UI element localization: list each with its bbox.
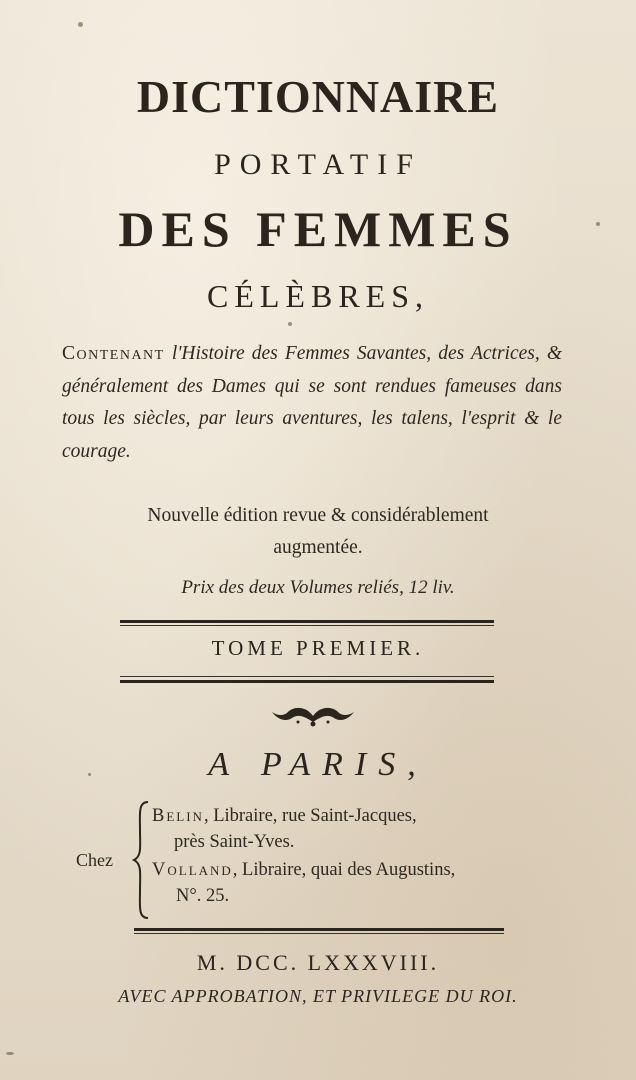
fleuron-ornament-icon [268, 702, 358, 728]
title-line-3: DES FEMMES [118, 201, 518, 257]
rule-footer [134, 928, 504, 931]
publisher-1-line-2: près Saint-Yves. [174, 832, 295, 852]
publisher-1-line-1 [152, 806, 417, 827]
title-line-2: PORTATIF [214, 148, 422, 181]
ink-spot [78, 22, 83, 27]
publisher-1-address: , Libraire, rue Saint-Jacques, [203, 806, 417, 826]
ink-spot [6, 1052, 14, 1055]
publisher-2-line-2: N°. 25. [176, 886, 230, 906]
rule-footer-thin [134, 933, 504, 934]
place-of-publication: A PARIS, [208, 746, 428, 783]
publisher-chez: Chez [76, 850, 113, 870]
volume-label: TOME PREMIER. [211, 636, 425, 660]
publication-year: M. DCC. LXXXVIII. [196, 950, 440, 975]
publisher-2-line-1 [152, 860, 455, 881]
ink-spot [288, 322, 292, 326]
description-lead: Contenant [62, 343, 165, 364]
title-line-1: DICTIONNAIRE [136, 71, 500, 122]
edition-line-1: Nouvelle édition revue & considérablement [147, 505, 489, 526]
publisher-2-name: Volland [152, 860, 233, 880]
description-text: l'Histoire des Femmes Savantes, des Actrices, & généralement des Dames qui se sont rendues fameuses dans tous les siècles, par leurs aventures, les talens, l'esprit & le courage. [62, 343, 562, 462]
title-line-4: CÉLÈBRES, [206, 278, 429, 314]
rule-top [120, 620, 494, 623]
edition-line-2: augmentée. [273, 537, 363, 558]
brace-icon [132, 800, 150, 920]
rule-bottom-thin [120, 676, 494, 677]
publisher-1-name: Belin [152, 806, 204, 826]
publisher-2-address: , Libraire, quai des Augustins, [232, 860, 456, 880]
rule-top-thin [120, 625, 494, 626]
approbation-line: AVEC APPROBATION, ET PRIVILEGE DU ROI. [118, 986, 518, 1006]
rule-bottom [120, 680, 494, 683]
price-line: Prix des deux Volumes reliés, 12 liv. [181, 577, 455, 598]
description-paragraph [62, 338, 562, 468]
